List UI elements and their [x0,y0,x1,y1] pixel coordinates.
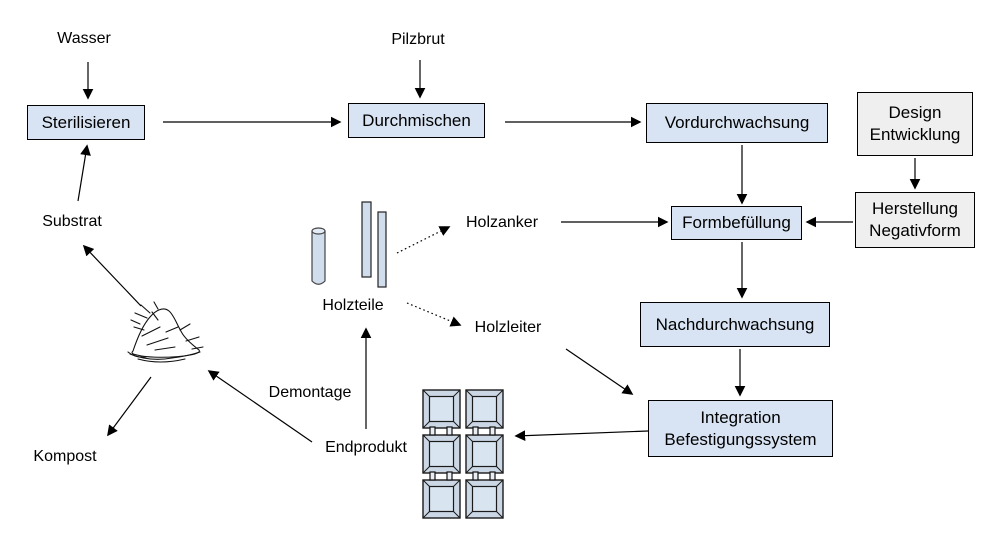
label-kompost: Kompost [33,448,97,465]
panel-module [466,435,503,473]
arrow-mushroom-to-substrat [84,246,141,306]
mushroom-sketch [128,302,203,362]
wood-dowel-icon [312,231,325,284]
label-holzanker: Holzanker [465,214,539,231]
node-durchmischen-label: Durchmischen [362,110,471,130]
panel-module [423,435,460,473]
node-nachdurchwachsung [640,302,830,347]
label-holzleiter: Holzleiter [474,319,542,336]
node-design-entwicklung [857,92,973,156]
label-substrat: Substrat [42,213,102,230]
label-wasser: Wasser [57,30,111,47]
node-design-line1: Design [888,103,942,123]
label-demontage: Demontage [268,384,352,401]
node-vordurchwachsung [646,103,828,143]
node-herstellung-negativform [855,192,975,248]
panel-modules-sketch [423,390,503,518]
arrow-endprodukt-to-mushroom [209,371,312,442]
arrow-holzteile-to-holzanker [397,227,449,253]
arrow-substrat-to-sterilisieren [78,146,87,201]
node-formbefuellung-label: Formbefüllung [682,213,791,233]
arrow-holzteile-to-holzleiter [407,303,460,325]
node-herstellung-line1: Herstellung [872,199,958,219]
holzteile-sketch [312,202,386,287]
wood-slat-icon [362,202,371,277]
node-integration-befestigungssystem [648,400,833,457]
label-holzteile: Holzteile [322,297,384,314]
node-vordurchwachsung-label: Vordurchwachsung [664,113,810,133]
dotted-arrow-group [397,227,460,325]
node-sterilisieren-label: Sterilisieren [41,112,131,132]
node-nachdurchwachsung-label: Nachdurchwachsung [655,314,815,334]
arrow-mushroom-to-kompost [108,377,151,435]
label-endprodukt: Endprodukt [325,439,407,456]
panel-module [423,390,460,428]
node-integration-line1: Integration [700,407,781,427]
panel-module [466,480,503,518]
node-durchmischen [348,103,485,138]
wood-slat-icon [378,212,386,287]
label-pilzbrut: Pilzbrut [391,31,445,48]
arrow-integration-to-panels [516,431,648,436]
panel-module [466,390,503,428]
node-sterilisieren [27,105,145,140]
wood-dowel-top-icon [312,228,325,234]
node-integration-line2: Befestigungssystem [664,429,817,449]
node-design-line2: Entwicklung [869,125,961,144]
panel-module [423,480,460,518]
node-herstellung-line2: Negativform [869,221,961,240]
node-formbefuellung [671,206,802,240]
arrow-holzleiter-to-integration [566,349,632,394]
